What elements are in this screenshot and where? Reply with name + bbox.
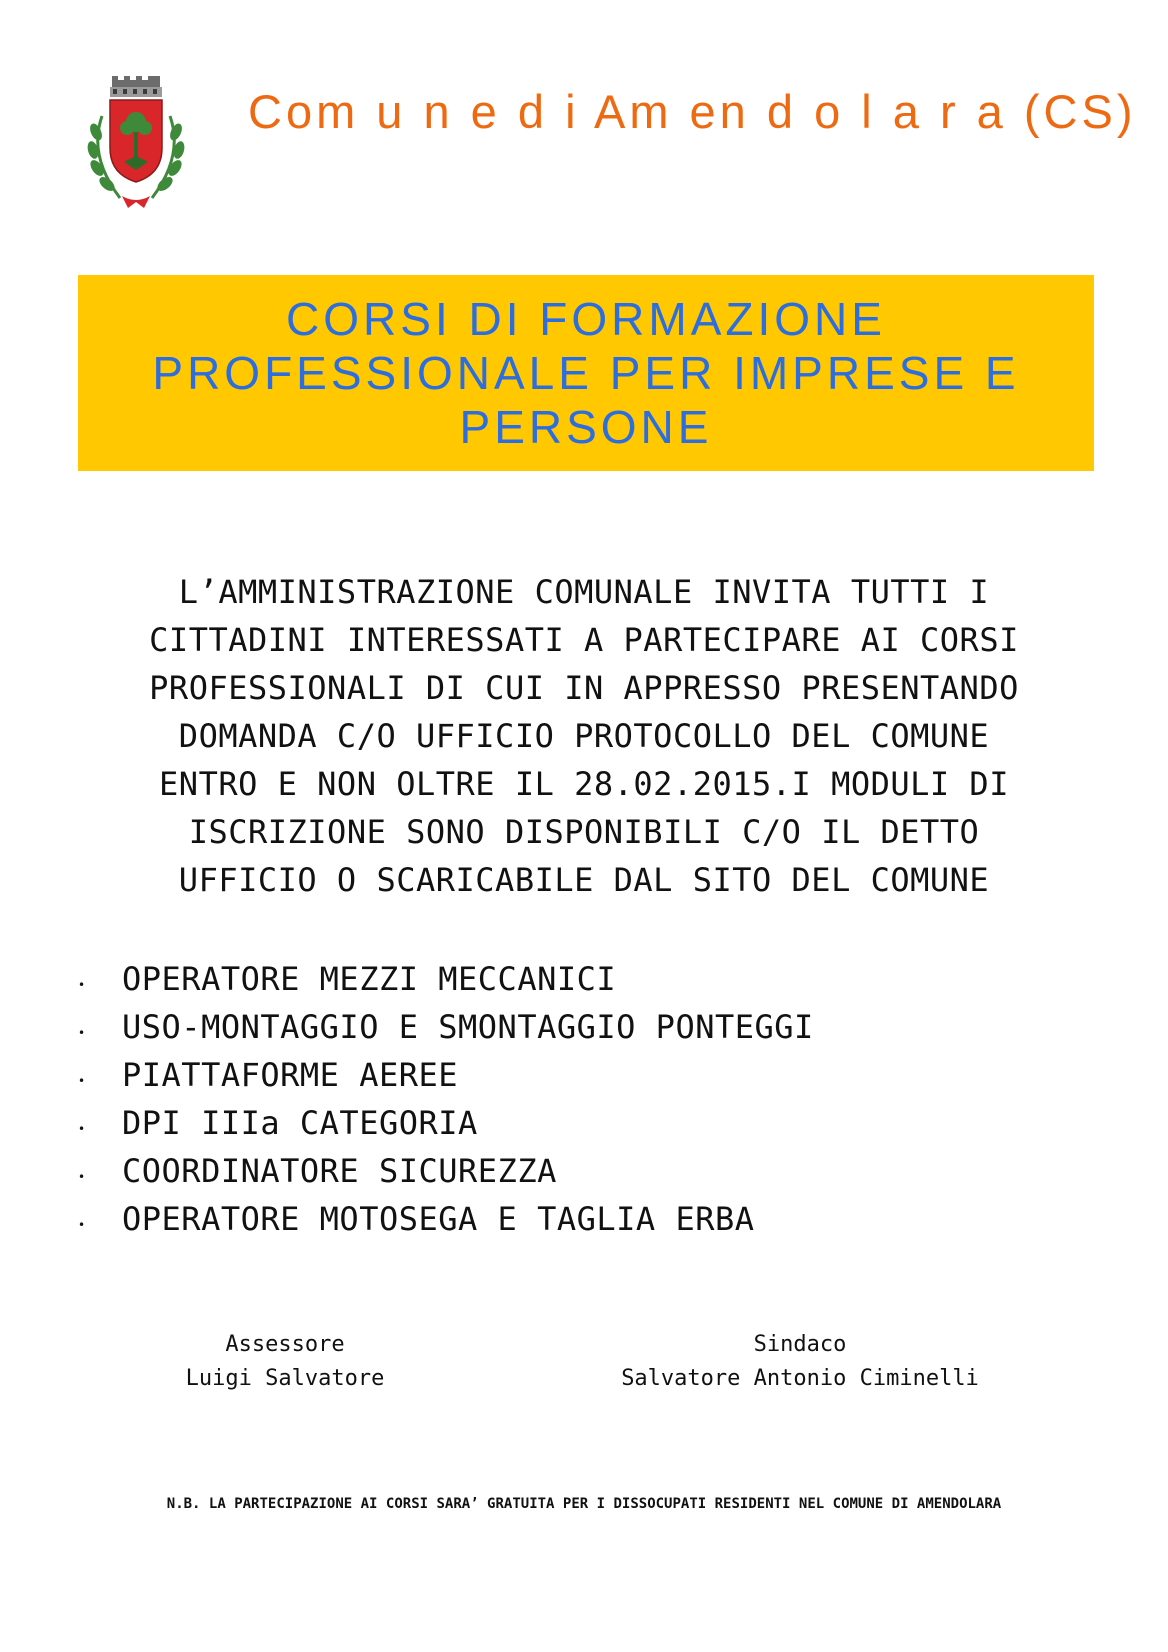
banner-title: CORSI DI FORMAZIONE PROFESSIONALE PER IMPRESE E PERSONE: [152, 293, 1020, 453]
signature-role: Sindaco: [753, 1332, 847, 1357]
bullet-icon: •: [78, 978, 86, 992]
bullet-icon: •: [78, 1170, 86, 1184]
signature-assessore: [140, 1328, 430, 1396]
list-item: [78, 1003, 1078, 1051]
list-item: [78, 955, 1078, 1003]
municipality-title: Com u n e d i Am en d o l a r a (CS): [248, 85, 1137, 138]
course-label: OPERATORE MOTOSEGA E TAGLIA ERBA: [122, 1200, 755, 1238]
coat-of-arms-icon: [80, 76, 192, 214]
course-label: PIATTAFORME AEREE: [122, 1056, 459, 1094]
announcement-text: L’AMMINISTRAZIONE COMUNALE INVITA TUTTI I CITTADINI INTERESSATI A PARTECIPARE AI CORSI PROFESSIONALI DI CUI IN APPRESSO PRESENTANDO DOMANDA C/O UFFICIO PROTOCOLLO DEL COMUNE ENTRO E NON OLTRE IL 28.02.2015.I MODULI DI ISCRIZIONE SONO DISPONIBILI C/O IL DETTO UFFICIO O SCARICABILE DAL SITO DEL COMUNE: [149, 573, 1019, 899]
signature-name: Salvatore Antonio Ciminelli: [621, 1366, 979, 1391]
signature-sindaco: [580, 1328, 1020, 1396]
signature-name: Luigi Salvatore: [185, 1366, 385, 1391]
course-label: DPI IIIa CATEGORIA: [122, 1104, 478, 1142]
course-list: [78, 955, 1078, 1243]
bullet-icon: •: [78, 1026, 86, 1040]
course-label: USO-MONTAGGIO E SMONTAGGIO PONTEGGI: [122, 1008, 814, 1046]
course-banner: [78, 275, 1094, 471]
list-item: [78, 1051, 1078, 1099]
list-item: [78, 1147, 1078, 1195]
list-item: [78, 1099, 1078, 1147]
course-label: COORDINATORE SICUREZZA: [122, 1152, 557, 1190]
footnote: N.B. LA PARTECIPAZIONE AI CORSI SARA’ GRATUITA PER I DISSOCUPATI RESIDENTI NEL COMUNE DI AMENDOLARA: [166, 1496, 1002, 1512]
bullet-icon: •: [78, 1218, 86, 1232]
bullet-icon: •: [78, 1122, 86, 1136]
course-label: OPERATORE MEZZI MECCANICI: [122, 960, 617, 998]
list-item: [78, 1195, 1078, 1243]
bullet-icon: •: [78, 1074, 86, 1088]
signature-role: Assessore: [225, 1332, 345, 1357]
